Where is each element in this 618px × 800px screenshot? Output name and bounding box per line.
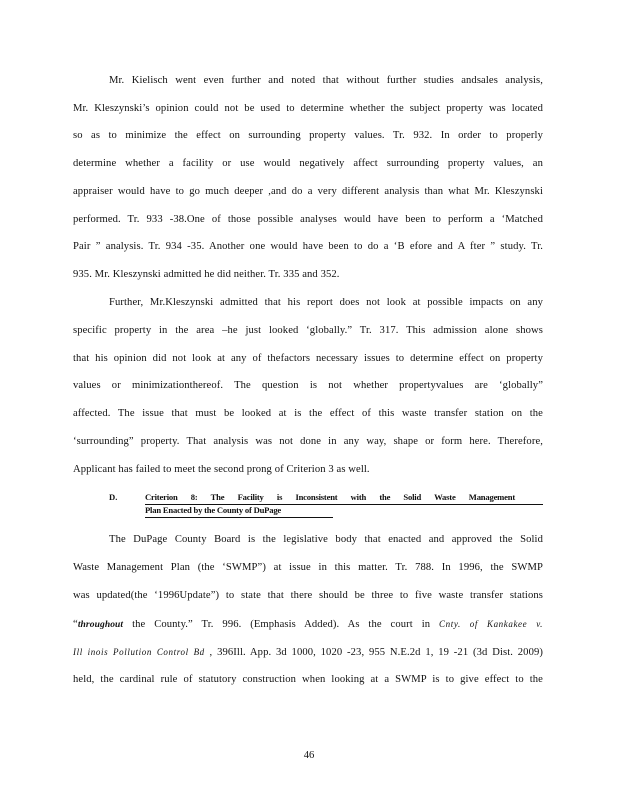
paragraph-1-line-1: Mr. Kielisch went even further and noted that without further studies andsales analysis, [109,75,543,86]
paragraph-3-line-3: was updated(the ‘1996Update”) to state that there should be three to five waste transfer stations [73,590,543,601]
paragraph-1-line-6: performed. Tr. 933 -38.One of those possible analyses would have been to perform a ‘Matched [73,214,543,225]
section-heading-line-2: Plan Enacted by the County of DuPage [145,505,282,515]
paragraph-3-line-1: The DuPage County Board is the legislative body that enacted and approved the Solid [109,534,543,545]
paragraph-1-line-8: 935. Mr. Kleszynski admitted he did neither. Tr. 335 and 352. [73,269,340,280]
section-heading-line-1: Criterion 8: The Facility is Inconsistent with the Solid Waste Management [145,492,515,502]
paragraph-2-line-1: Further, Mr.Kleszynski admitted that his report does not look at possible impacts on any [109,297,543,308]
paragraph-1-line-5: appraiser would have to go much deeper ,and do a very different analysis than what Mr. Kleszynski [73,186,543,197]
paragraph-3-line-5 [73,645,543,660]
open-quote: “ [73,619,78,630]
paragraph-2-line-3: that his opinion did not look at any of thefactors necessary issues to determine effect on property [73,353,543,364]
paragraph-2-line-2: specific property in the area –he just looked ‘globally.” Tr. 317. This admission alone shows [73,325,543,336]
paragraph-1-line-2: Mr. Kleszynski’s opinion could not be used to determine whether the subject property was located [73,103,543,114]
paragraph-2-line-4: values or minimizationthereof. The question is not whether propertyvalues are ‘globally” [73,380,543,391]
case-citation-part-2: Ill inois Pollution Control Bd [73,647,205,657]
paragraph-2-line-5: affected. The issue that must be looked at is the effect of this waste transfer station on the [73,408,543,419]
emphasis-throughout: throughout [77,620,124,630]
paragraph-1-line-3: so as to minimize the effect on surrounding property values. Tr. 932. In order to properly [73,130,543,141]
paragraph-1-line-4: determine whether a facility or use would negatively affect surrounding property values, an [73,158,543,169]
paragraph-2-line-7: Applicant has failed to meet the second prong of Criterion 3 as well. [73,464,370,475]
paragraph-3-line-2: Waste Management Plan (the ‘SWMP”) at issue in this matter. Tr. 788. In 1996, the SWMP [73,562,543,573]
page-number: 46 [303,750,315,761]
section-heading-letter: D. [109,492,118,502]
paragraph-3-line-4 [73,617,543,632]
case-citation-part-1: Cnty. of Kankakee v. [439,619,544,629]
paragraph-1-line-7: Pair ” analysis. Tr. 934 -35. Another one would have been to do a ‘B efore and A fter ” study. Tr. [73,241,543,252]
paragraph-3-line-4-text: the County.” Tr. 996. (Emphasis Added). As the court in [123,619,431,630]
paragraph-2-line-6: ‘surrounding” property. That analysis was not done in any way, shape or form here. Therefore, [73,436,543,447]
paragraph-3-line-6: held, the cardinal rule of statutory construction when looking at a SWMP is to give effect to the [73,674,543,685]
section-heading-underline-2 [145,517,333,518]
paragraph-3-line-5-text: , 396Ill. App. 3d 1000, 1020 -23, 955 N.E.2d 1, 19 -21 (3d Dist. 2009) [204,647,543,658]
